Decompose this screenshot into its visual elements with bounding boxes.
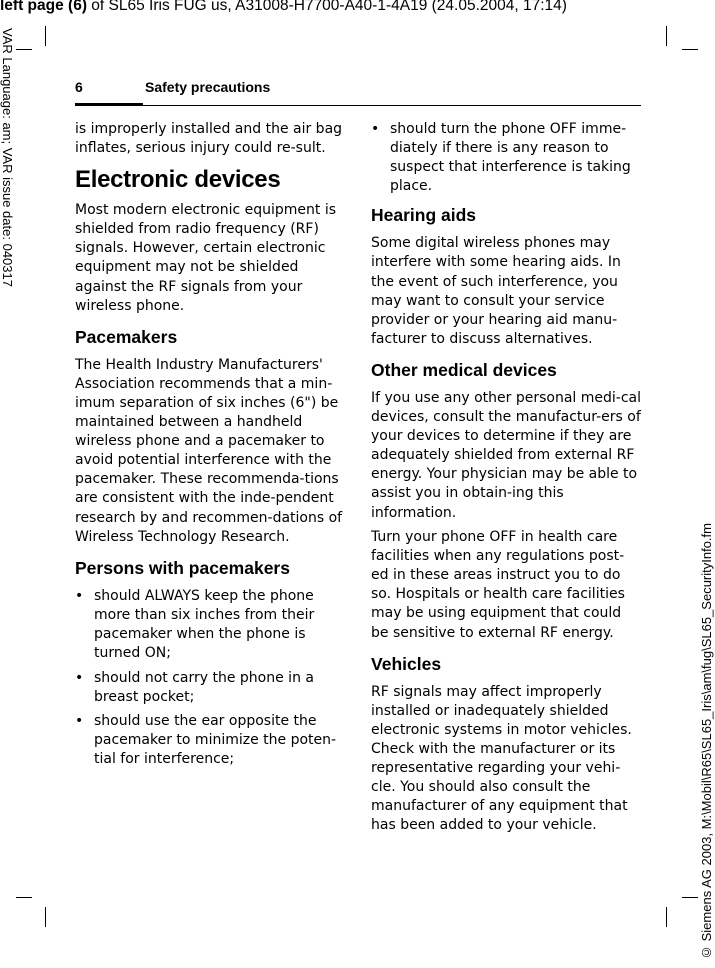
crop-mark bbox=[45, 26, 46, 46]
print-info-line bbox=[0, 0, 567, 15]
list-item: • should not carry the phone in a breast pocket; bbox=[75, 669, 343, 707]
medical-devices-paragraph-1: If you use any other personal medi-cal devices, consult the manufactur-ers of your devices to determine if they are adequately shielded from external RF energy. Your physician may be able to assist you in obtain-ing this information. bbox=[371, 389, 641, 521]
crop-mark bbox=[45, 907, 46, 927]
print-info-page: left page (6) bbox=[0, 0, 87, 14]
vehicles-paragraph: RF signals may affect improperly installed or inadequately shielded electronic systems in motor vehicles. Check with the manufacturer or its representative regarding your vehi-cle. You should also consult the manufacturer of any equipment that has been added to your vehicle. bbox=[371, 683, 632, 834]
hearing-aids-paragraph: Some digital wireless phones may interfere with some hearing aids. In the event of such interference, you may want to consult your service provider or your hearing aid manu-facturer to discuss alternatives. bbox=[371, 235, 621, 347]
var-language-note: VAR Language: am; VAR issue date: 040317 bbox=[0, 28, 15, 287]
heading-pacemakers: Pacemakers bbox=[75, 326, 178, 347]
right-column bbox=[371, 120, 641, 841]
crop-mark bbox=[682, 49, 698, 50]
list-item: • should use the ear opposite the pacemaker to minimize the poten-tial for interference; bbox=[75, 712, 343, 769]
electronic-devices-paragraph: Most modern electronic equipment is shielded from radio frequency (RF) signals. However, certain electronic equipment may not be shielded against the RF signals from your wireless phone. bbox=[75, 202, 337, 314]
print-info-details: of SL65 Iris FUG us, A31008-H7700-A40-1-4A19 (24.05.2004, 17:14) bbox=[86, 0, 567, 14]
heading-other-medical-devices: Other medical devices bbox=[371, 359, 557, 380]
pacemaker-bullet-list bbox=[75, 587, 343, 770]
list-item: • should turn the phone OFF imme-diately if there is any reason to suspect that interference is taking place. bbox=[371, 120, 641, 196]
copyright-path-note: © Siemens AG 2003, M:\Mobil\R65\SL65_Iris\am\fug\SL65_SecurityInfo.fm bbox=[699, 523, 714, 960]
page-number: 6 bbox=[75, 79, 83, 95]
heading-hearing-aids: Hearing aids bbox=[371, 205, 477, 226]
crop-mark bbox=[666, 907, 667, 927]
crop-mark bbox=[16, 897, 32, 898]
pacemakers-paragraph: The Health Industry Manufacturers' Association recommends that a min-imum separation of six inches (6") be maintained between a handheld wireless phone and a pacemaker to avoid potential interference with the pacemaker. These recommenda-tions are consistent with the inde-pendent research by and recommen-dations of Wireless Technology Research. bbox=[75, 356, 343, 545]
left-column bbox=[75, 120, 343, 775]
heading-electronic-devices: Electronic devices bbox=[75, 166, 281, 194]
heading-vehicles: Vehicles bbox=[371, 653, 442, 674]
intro-paragraph: is improperly installed and the air bag inflates, serious injury could re-sult. bbox=[75, 121, 343, 157]
crop-mark bbox=[16, 49, 32, 50]
crop-mark bbox=[666, 26, 667, 46]
header-rule-thick bbox=[75, 103, 143, 106]
medical-devices-paragraph-2: Turn your phone OFF in health care facilities when any regulations post-ed in these areas instruct you to do so. Hospitals or health care facilities may be using equipment that could be sensitive to external RF energy. bbox=[371, 529, 625, 641]
running-header-title: Safety precautions bbox=[145, 79, 271, 95]
header-rule bbox=[143, 105, 641, 106]
continued-bullet-list bbox=[371, 120, 641, 196]
list-item: • should ALWAYS keep the phone more than six inches from their pacemaker when the phone is turned ON; bbox=[75, 587, 343, 663]
crop-mark bbox=[682, 897, 698, 898]
heading-persons-with-pacemakers: Persons with pacemakers bbox=[75, 557, 290, 578]
